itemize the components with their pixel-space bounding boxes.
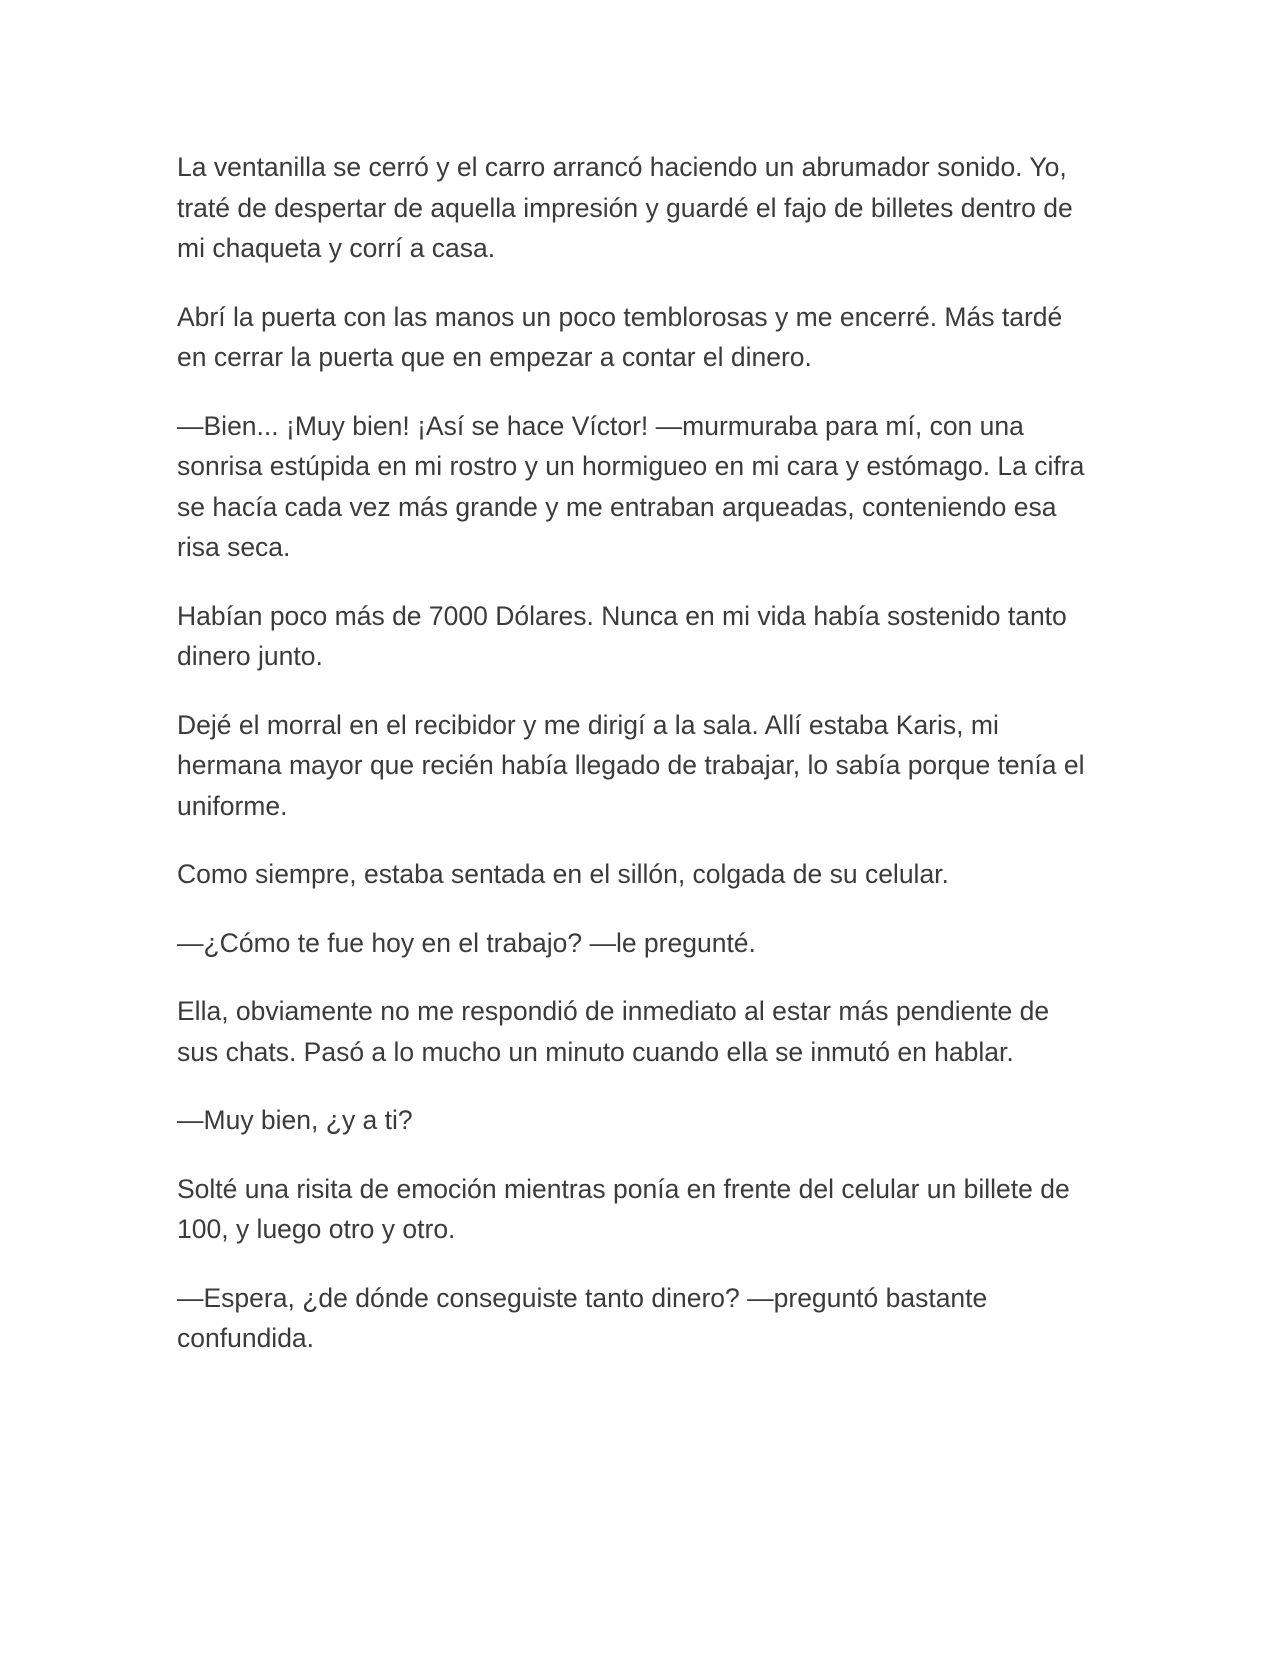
- paragraph: —¿Cómo te fue hoy en el trabajo? —le pregunté.: [177, 927, 756, 958]
- document-body: [177, 147, 1097, 1387]
- paragraph: —Espera, ¿de dónde conseguiste tanto dinero? —preguntó bastante confundida.: [177, 1282, 988, 1353]
- paragraph: —Muy bien, ¿y a ti?: [177, 1105, 413, 1135]
- paragraph: La ventanilla se cerró y el carro arrancó haciendo un abrumador sonido. Yo, traté de despertar de aquella impresión y guardé el fajo de billetes dentro de mi chaqueta y corrí a casa.: [177, 152, 1073, 263]
- paragraph: Como siempre, estaba sentada en el sillón, colgada de su celular.: [177, 859, 949, 889]
- paragraph: —Bien... ¡Muy bien! ¡Así se hace Víctor! —murmuraba para mí, con una sonrisa estúpida en mi rostro y un hormigueo en mi cara y estómago. La cifra se hacía cada vez más grande y me entraban arqueadas, conteniendo esa risa seca.: [177, 410, 1085, 562]
- paragraph: Habían poco más de 7000 Dólares. Nunca en mi vida había sostenido tanto dinero junto.: [177, 600, 1067, 671]
- paragraph: Abrí la puerta con las manos un poco temblorosas y me encerré. Más tardé en cerrar la puerta que en empezar a contar el dinero.: [177, 301, 1063, 372]
- paragraph: Solté una risita de emoción mientras ponía en frente del celular un billete de 100, y luego otro y otro.: [177, 1173, 1070, 1244]
- paragraph: Dejé el morral en el recibidor y me dirigí a la sala. Allí estaba Karis, mi hermana mayor que recién había llegado de trabajar, lo sabía porque tenía el uniforme.: [177, 709, 1085, 821]
- paragraph: Ella, obviamente no me respondió de inmediato al estar más pendiente de sus chats. Pasó a lo mucho un minuto cuando ella se inmutó en hablar.: [177, 996, 1050, 1067]
